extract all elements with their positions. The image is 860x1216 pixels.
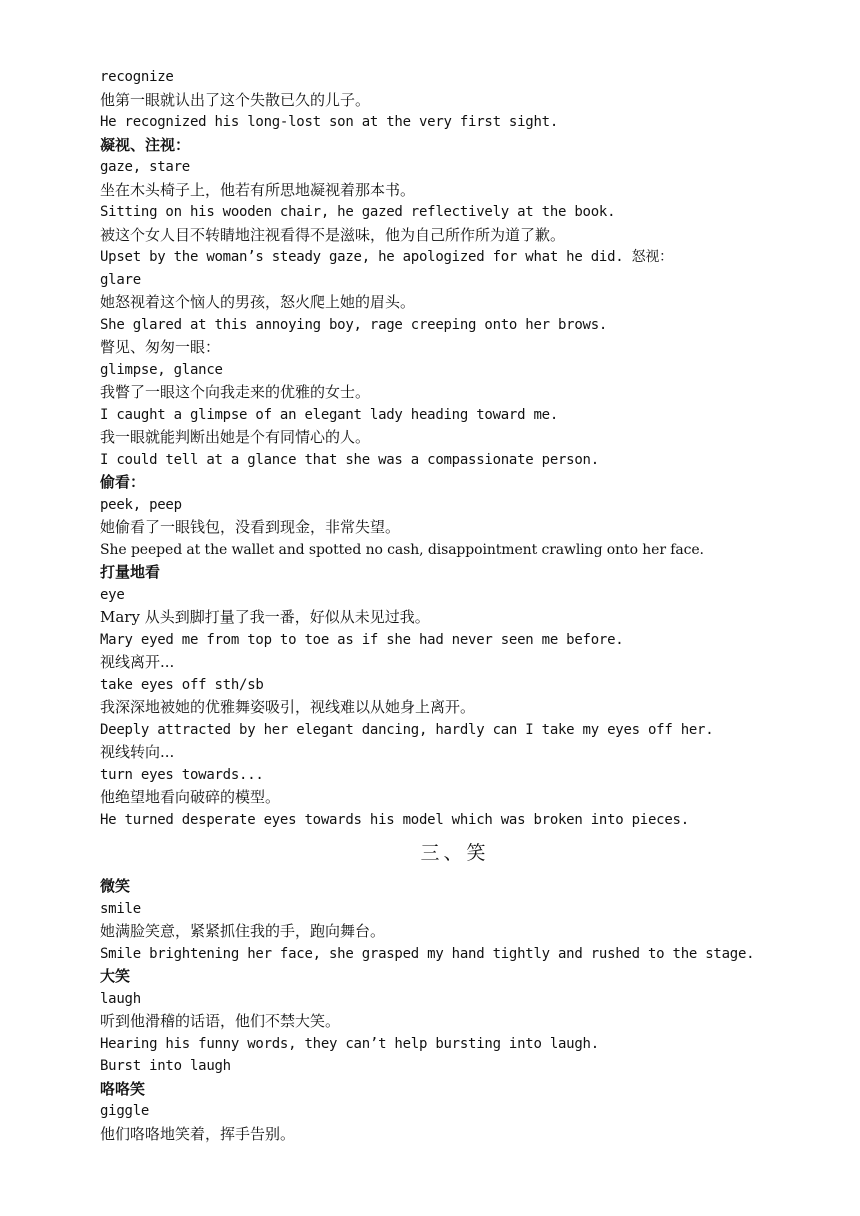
english-line: laugh xyxy=(100,990,141,1007)
heading-line: 打量地看 xyxy=(100,563,161,581)
english-line: Burst into laugh xyxy=(100,1058,231,1074)
english-line: gaze, stare xyxy=(100,159,190,175)
chinese-line: 她偷看了一眼钱包，没看到现金，非常失望。 xyxy=(100,518,401,536)
chinese-line: 视线离开... xyxy=(100,653,175,671)
english-line: He recognized his long-lost son at the very first sight. xyxy=(100,114,559,130)
english-line: eye xyxy=(100,586,125,603)
english-line: glimpse, glance xyxy=(100,361,223,378)
vocabulary-section-laughing xyxy=(100,875,800,1145)
heading-line: 微笑 xyxy=(100,877,131,895)
english-line: Smile brightening her face, she grasped my hand tightly and rushed to the stage. xyxy=(100,945,755,962)
chinese-line: 他绝望地看向破碎的模型。 xyxy=(100,788,281,806)
english-line: recognize xyxy=(100,69,174,85)
english-line: Mary eyed me from top to toe as if she had never seen me before. xyxy=(100,631,624,648)
section-title: 三、笑 xyxy=(420,842,490,864)
heading-line: 咯咯笑 xyxy=(100,1079,146,1098)
english-line: Hearing his funny words, they can’t help bursting into laugh. xyxy=(100,1035,599,1052)
english-line: peek, peep xyxy=(100,496,182,513)
english-line: Upset by the woman’s steady gaze, he apologized for what he did. 怒视： xyxy=(100,249,673,265)
chinese-line: Mary 从头到脚打量了我一番，好似从未见过我。 xyxy=(100,608,430,626)
english-line: I caught a glimpse of an elegant lady heading toward me. xyxy=(100,406,559,423)
chinese-line: 我深深地被她的优雅舞姿吸引，视线难以从她身上离开。 xyxy=(100,698,476,716)
chinese-line: 视线转向... xyxy=(100,743,175,761)
heading-line: 大笑 xyxy=(100,967,131,985)
chinese-line: 被这个女人目不转睛地注视看得不是滋味，他为自己所作所为道了歉。 xyxy=(100,225,566,244)
english-line: I could tell at a glance that she was a compassionate person. xyxy=(100,451,599,468)
english-line: Deeply attracted by her elegant dancing, hardly can I take my eyes off her. xyxy=(100,721,714,738)
heading-line: 偷看： xyxy=(100,473,146,491)
english-line: He turned desperate eyes towards his model which was broken into pieces. xyxy=(100,811,689,828)
chinese-line: 他第一眼就认出了这个失散已久的儿子。 xyxy=(100,90,371,109)
chinese-line: 她怒视着这个恼人的男孩，怒火爬上她的眉头。 xyxy=(100,293,416,311)
heading-line: 凝视、注视： xyxy=(100,135,191,154)
vocabulary-section-looking xyxy=(100,66,800,831)
english-line: She peeped at the wallet and spotted no cash, disappointment crawling onto her face. xyxy=(100,541,704,558)
english-line: glare xyxy=(100,271,141,288)
english-line: turn eyes towards... xyxy=(100,766,264,783)
chinese-line: 我瞥了一眼这个向我走来的优雅的女士。 xyxy=(100,383,371,401)
english-line: She glared at this annoying boy, rage creeping onto her brows. xyxy=(100,316,608,333)
chinese-line: 我一眼就能判断出她是个有同情心的人。 xyxy=(100,428,371,446)
english-line: Sitting on his wooden chair, he gazed reflectively at the book. xyxy=(100,204,616,220)
chinese-line: 瞥见、匆匆一眼： xyxy=(100,338,221,356)
chinese-line: 听到他滑稽的话语，他们不禁大笑。 xyxy=(100,1012,341,1030)
chinese-line: 他们咯咯地笑着，挥手告别。 xyxy=(100,1124,296,1143)
english-line: giggle xyxy=(100,1103,150,1119)
document-page xyxy=(100,66,800,1145)
chinese-line: 她满脸笑意，紧紧抓住我的手，跑向舞台。 xyxy=(100,922,386,940)
english-line: smile xyxy=(100,900,141,917)
chinese-line: 坐在木头椅子上，他若有所思地凝视着那本书。 xyxy=(100,180,416,199)
english-line: take eyes off sth/sb xyxy=(100,676,264,693)
